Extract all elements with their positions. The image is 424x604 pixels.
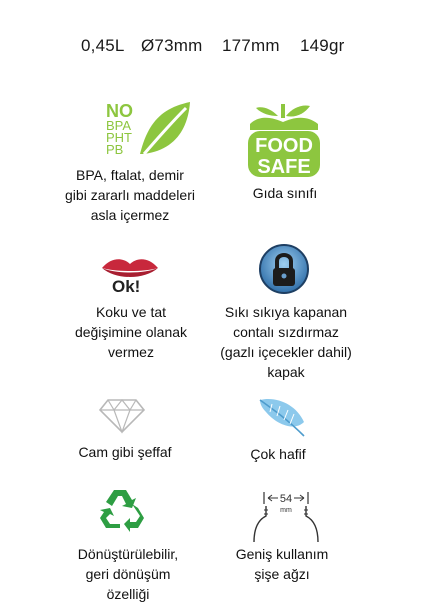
feather-icon — [254, 394, 308, 440]
food-safe-text-food: FOOD — [255, 135, 313, 157]
specs-row — [0, 36, 424, 60]
no-bpa-leaf-icon — [104, 100, 192, 158]
recycle-icon — [98, 486, 146, 532]
feature-no-bpa-label: BPA, ftalat, demir gibi zararlı maddeleri asla içermez — [65, 167, 195, 223]
feature-odor-label: Koku ve tat değişimine olanak vermez — [74, 304, 188, 360]
spec-diameter: Ø73mm — [141, 36, 203, 55]
feature-recyclable-label: Dönüştürülebilir, geri dönüşüm özelliği — [77, 546, 179, 602]
feature-clear-label: Cam gibi şeffaf — [78, 444, 172, 460]
padlock-icon — [256, 243, 312, 295]
no-bpa-text-no: NO — [106, 101, 133, 121]
food-safe-text-safe: SAFE — [257, 156, 311, 178]
spec-weight: 149gr — [300, 36, 345, 55]
bottle-mouth-unit: mm — [280, 507, 292, 514]
feature-sealed-label: Sıkı sıkıya kapanan contalı sızdırmaz (gazlı içecekler dahil) kapak — [220, 304, 352, 380]
no-bpa-text-pht: PHT — [106, 130, 132, 145]
feature-light-label: Çok hafif — [250, 446, 306, 462]
no-bpa-text-pb: PB — [106, 142, 124, 157]
spec-volume: 0,45L — [81, 36, 125, 55]
feature-wide-mouth-label: Geniş kullanım şişe ağzı — [235, 546, 329, 582]
no-bpa-text-bpa: BPA — [106, 118, 132, 133]
lips-ok-icon — [100, 254, 160, 296]
food-safe-apple-icon — [244, 100, 324, 182]
spec-height: 177mm — [222, 36, 280, 55]
diamond-icon — [98, 398, 146, 434]
bottle-mouth-size: 54 — [279, 493, 293, 505]
lips-ok-text: Ok! — [112, 277, 141, 296]
feature-food-safe-label: Gıda sınıfı — [252, 185, 318, 201]
bottle-mouth-icon — [244, 488, 328, 544]
